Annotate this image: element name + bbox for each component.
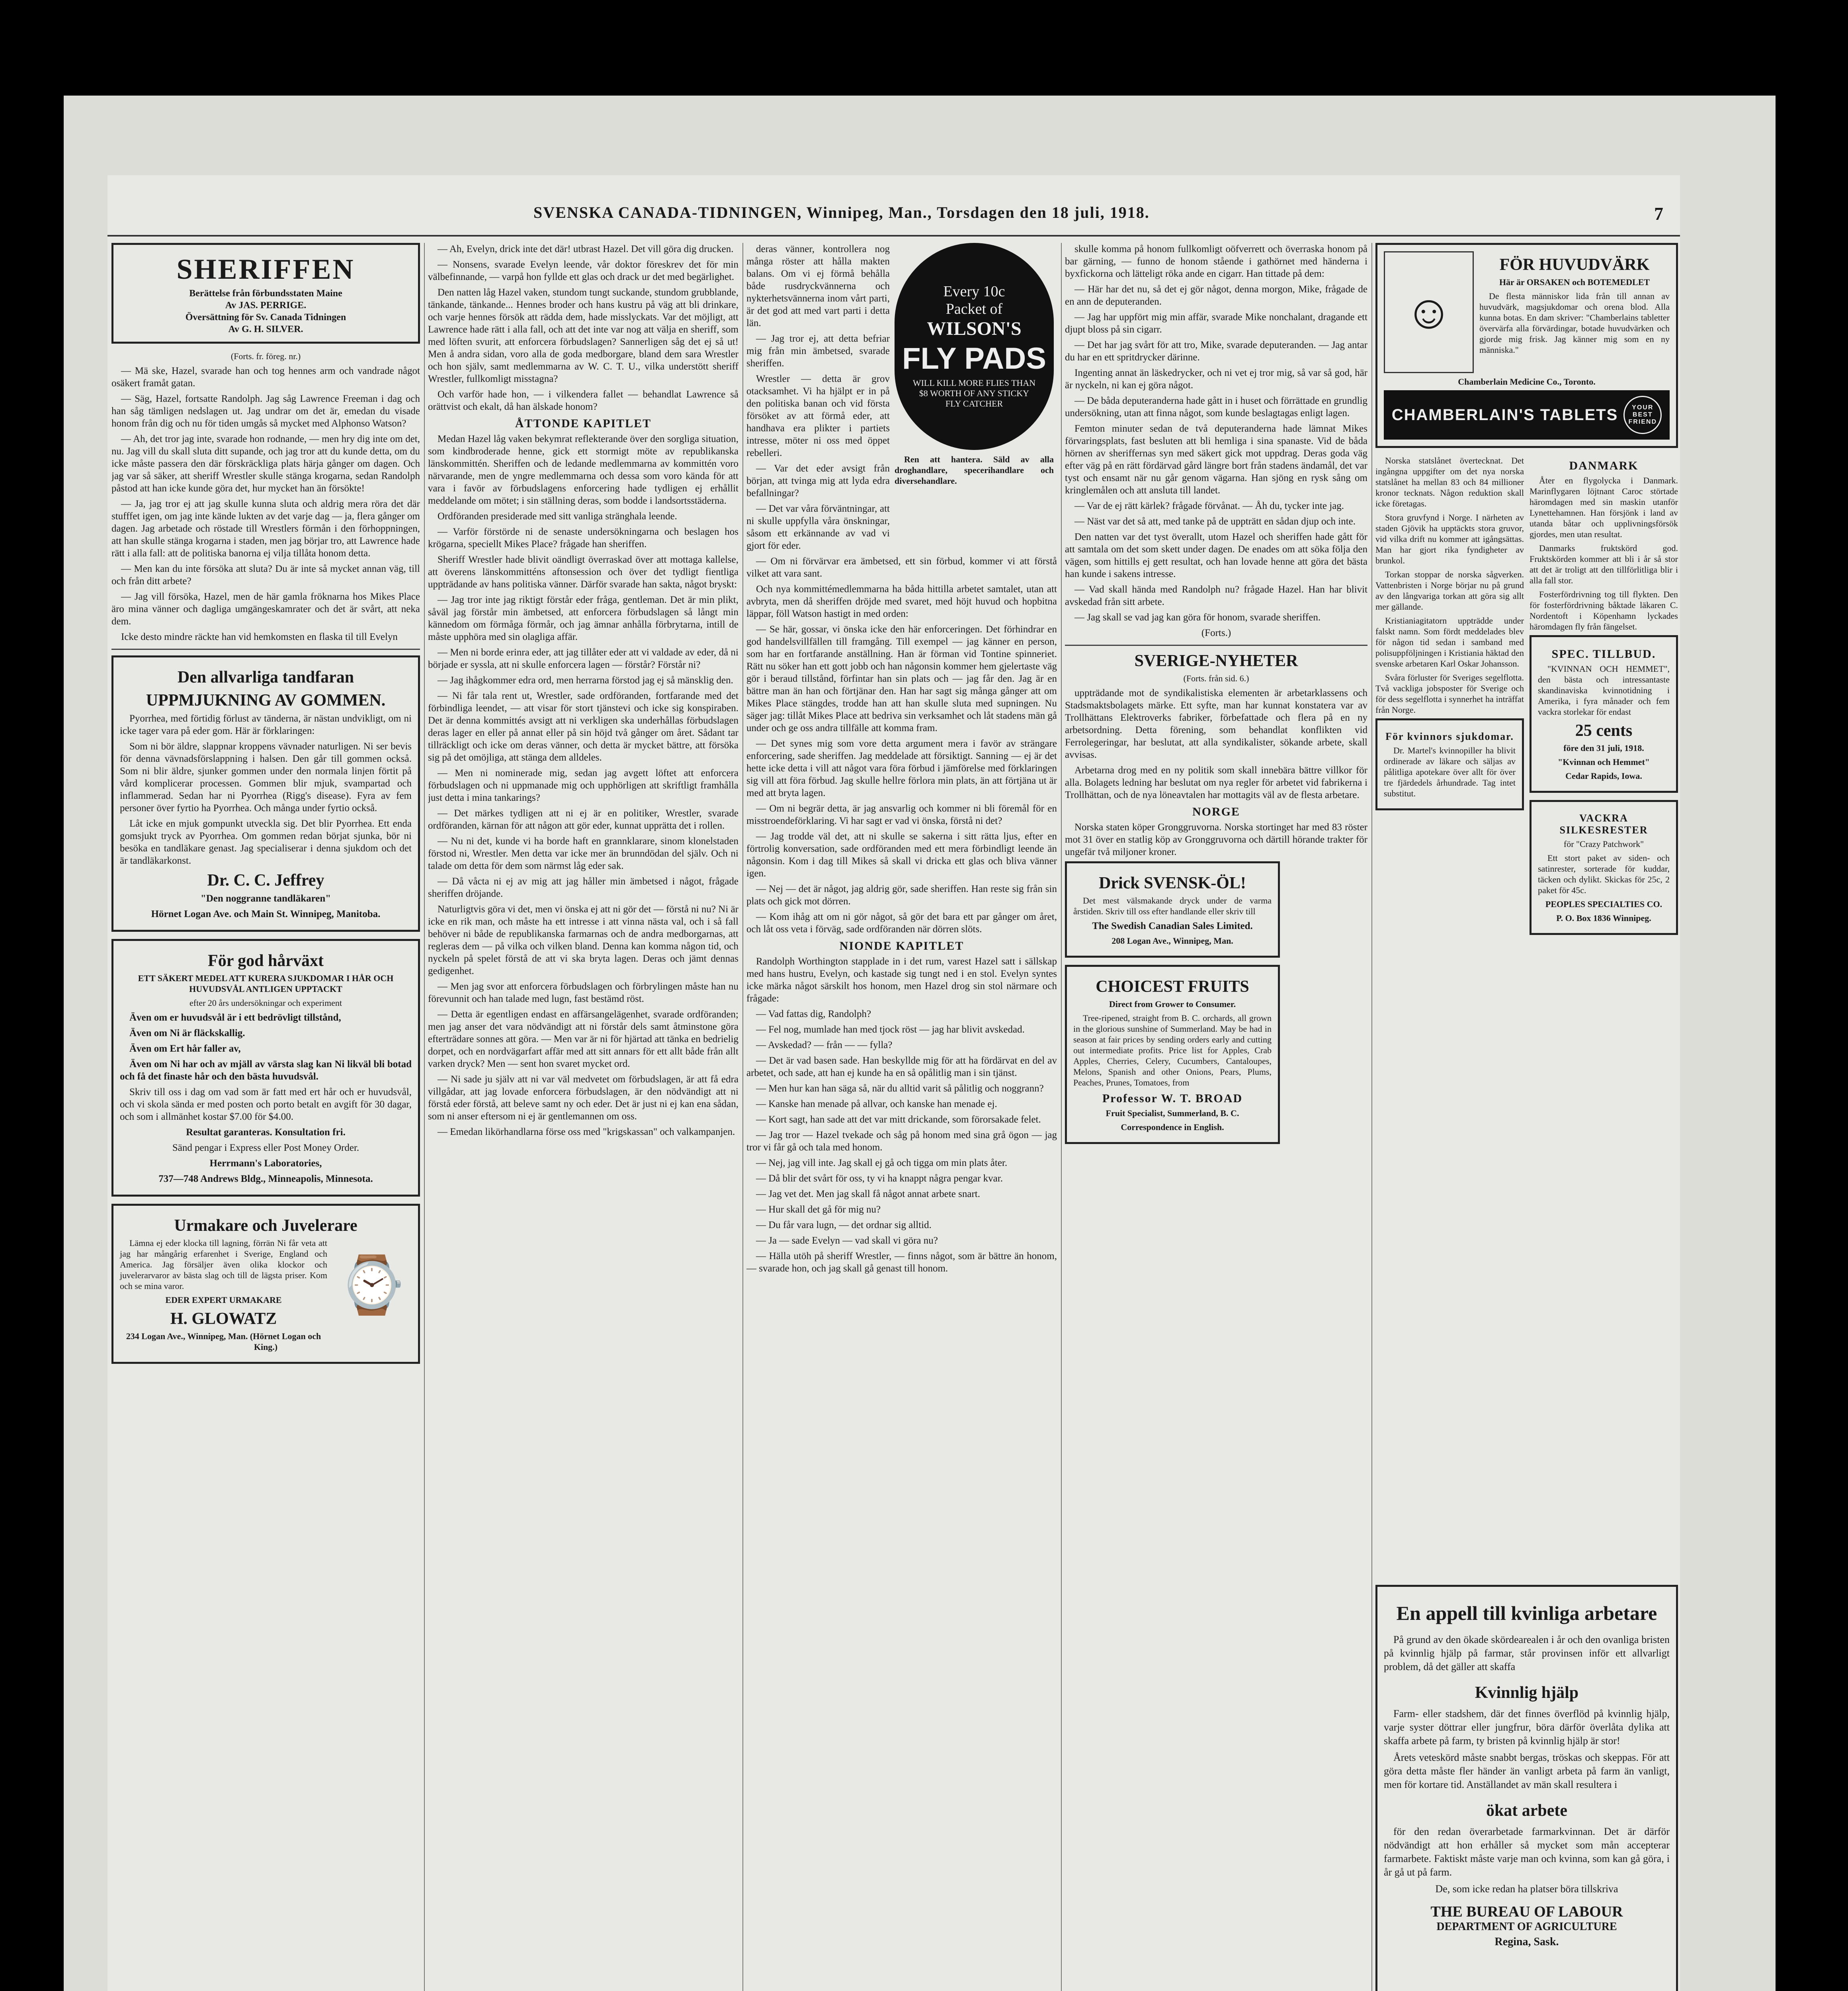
paragraph: — Jag har uppfört mig min affär, svarade Mike nonchalant, dragande ett djupt bloss på sin cigarr. [1065, 312, 1367, 335]
appeal-heading: Kvinnlig hjälp [1475, 1684, 1579, 1702]
magazine-ad [1530, 635, 1678, 793]
labour-appeal-ad [1375, 1585, 1678, 1991]
paragraph: — Det är vad basen sade. Han beskyllde mig för att ha fördärvat en del av arbetet, och sade, att han ej kunde ha en så opålitlig man i sin tjänst. [746, 1055, 1057, 1078]
denmark-news [1530, 455, 1678, 942]
dental-ad [111, 655, 420, 932]
serial-translation-note: Översättning för Sv. Canada Tidningen [185, 312, 346, 323]
paragraph: — De båda deputeranderna hade gått in i huset och förrättade en grundlig undersökning, utan att finna något, som kunde beslagtagas enligt lagen. [1065, 395, 1367, 419]
flypads-line: Packet of [945, 301, 1003, 317]
paragraph: — Ni sade ju själv att ni var väl medvetet om förbudslagen, är att få edra villgådar, att jag lovade enforcera förbudslagen, är den nödvändigt att ni förstå eder förstå, att beleve samt ny och eder. Det är just ni ej kan ena sådan, som ni anser eftersom ni ej är gentlemannen om oss. [428, 1074, 738, 1122]
watchmaker-ad-name: H. GLOWATZ [170, 1310, 277, 1328]
paragraph: — Ja — sade Evelyn — vad skall vi göra nu? [756, 1235, 938, 1246]
page-number: 7 [1654, 203, 1664, 224]
paragraph: — Nej — det är något, jag aldrig gör, sade sheriffen. Han reste sig från sin plats och gick mot dörren. [746, 884, 1057, 907]
serial-title: SHERIFFEN [176, 253, 355, 285]
continued-note: (Forts. från sid. 6.) [1183, 673, 1249, 683]
paragraph: — Nonsens, svarade Evelyn leende, vår doktor föreskrev det för min välbefinnande, — varpå hon fyllde ett glas och drack ur det med begärlighet. [428, 259, 738, 282]
col3-top [746, 243, 1057, 555]
paragraph: — Emedan likörhandlarna förse oss med "krigskassan" och valkampanjen. [438, 1127, 735, 1137]
appeal-department: DEPARTMENT OF AGRICULTURE [1436, 1921, 1617, 1933]
chamberlain-ad-brand: CHAMBERLAIN'S TABLETS [1391, 406, 1618, 424]
hair-ad-headline: ETT SÄKERT MEDEL ATT KURERA SJUKDOMAR I HÅR OCH HUVUDSVÅL ANTLIGEN UPPTACKT [138, 973, 394, 994]
dental-ad-title: Den allvarliga tandfaran [177, 668, 354, 686]
paragraph: Lämna ej eder klocka till lagning, förrän Ni får veta att jag har mångårig erfarenhet i Sverige, England och America. Jag försäljer även olika klockor och juvelerarvaror av bästa slag och till de lägsta priser. Kom och se mina varor. [120, 1238, 327, 1291]
section-heading: DANMARK [1569, 459, 1639, 472]
chapter-heading: NIONDE KAPITLET [839, 939, 964, 952]
column-1 [111, 243, 420, 1991]
flypads-caption: Ren att hantera. Säld av alla droghandlare, specerihandlare och diversehandlare. [895, 454, 1054, 486]
silk-ad [1530, 800, 1678, 935]
silk-ad-firm: PEOPLES SPECIALTIES CO. [1545, 899, 1662, 909]
paragraph: — Men jag svor att enforcera förbudslagen och förbrylingen måste han nu förevunnit och han talade med lugn, fast bestämd röst. [428, 981, 738, 1004]
section-heading: SVERIGE-NYHETER [1134, 652, 1298, 670]
paragraph: — Men ni nominerade mig, sedan jag avgett löftet att enforcera förbudslagen och ni uppmanade mig och upphörligen att skriftligt framhålla just detta i mina tankarings? [428, 768, 738, 803]
watchmaker-ad-tag: EDER EXPERT URMAKARE [165, 1295, 282, 1305]
paragraph: På grund av den ökade skördearealen i år och den ovanliga bristen på kvinnlig hjälp på farmar, står provinsen inför ett allvarligt problem, då det gäller att skaffa [1384, 1634, 1670, 1672]
paragraph: Dr. Martel's kvinnopiller ha blivit ordinerade av läkare och säljas av pålitliga apotekare över allt för över tre fjärdedels århundrade. Tag intet substitut. [1384, 745, 1516, 798]
pocket-watch-icon: ⌚ [337, 1255, 407, 1316]
paragraph: — Kort sagt, han sade att det var mitt drickande, som förorsakade felet. [756, 1114, 1041, 1125]
paragraph: — Jag tror inte jag riktigt förstår eder fråga, gentleman. Det är min plikt, såväl jag förstår min ämbetsed, att enforcera förbudslagen så långt min kännedom om förmåga förmår, och jag ämnar anhålla förbrytarna, intill de måste upphöra med sin olagliga affär. [428, 595, 738, 642]
paragraph: Resultat garanteras. Konsultation fri. [186, 1127, 346, 1138]
paragraph: Danmarks fruktskörd god. Fruktskörden kommer att bli i år så stor att det är troligt att den tillförlitliga blir i alla fall stor. [1530, 543, 1678, 585]
chamberlain-ad-banner [1384, 390, 1670, 440]
paragraph: — Men kan du inte försöka att sluta? Du är inte så mycket annan väg, till och från ditt arbete? [111, 563, 420, 587]
section-heading: NORGE [1192, 805, 1240, 818]
paragraph: — Detta är egentligen endast en affärsangelägenhet, svarade ordföranden; men jag anser det vara nödvändigt att ni förstår dels samt åtminstone göra efterträdare sonnes att göra. — Men var är ni för hjärtad att tänka en bedrielig dorpet, och en nordvägarfart affär med att sitt annars för ett allt både från allt varken dryck? Men — sent hon svaret mycket ord. [428, 1009, 738, 1069]
paragraph: Sänd pengar i Express eller Post Money Order. [172, 1142, 359, 1153]
paragraph: — Ah, Evelyn, drick inte det där! utbrast Hazel. Det vill göra dig drucken. [438, 244, 734, 254]
paragraph: skulle komma på honom fullkomligt oöfverrett och överraska honom på bar gärning, — funno de honom stående i gathörnet med händerna i byxfickorna och lätteligt röka ande en cigarr. Han tittade på dem: [1065, 244, 1367, 279]
paragraph: Som ni bör äldre, slappnar kroppens vävnader naturligen. Ni ser bevis för denna vävnadsförslappning i halsen. Den går till gommen också. Som ni blir äldre, sjunker gommen under den normala linjen förtit på vård komplicerar processen. Gommen blir mjuk, svampartad och inflammerad. Sedan har ni Pyorrhea (Rigg's disease). Fyra av fem personer över fyrtio ha Pyorrhea. Och många under fyrtio också. [120, 741, 412, 814]
paragraph: — Det har jag svårt för att tro, Mike, svarade deputeranden. — Jag antar du har en ett spritdrycker därinne. [1065, 340, 1367, 363]
paragraph: — Vad fattas dig, Randolph? [756, 1009, 871, 1019]
paragraph: — Nu ni det, kunde vi ha borde haft en grannklarare, sinom klonelstaden förstod ni, Wrestler. Men detta var icke mer än brunndödan del själv. Och ni talade om detta för dem som närmst låg eder sak. [428, 836, 738, 871]
paragraph: De flesta människor lida från till annan av huvudvärk, magsjukdomar och orena blod. Alla kunna botas. En dam skriver: "Chamberlains tabletter övervärfa alla förvärdingar, botade huvudvärken och gjorde mig frisk. Jag känner mig som en ny människa." [1479, 291, 1670, 355]
paragraph: — Men hur kan han säga så, när du alltid varit så pålitlig och noggrann? [756, 1083, 1044, 1094]
paragraph: Kristianiagitatorn uppträdde under falskt namn. Som fördt meddelades blev för någon tid sedan i samband med polisuppföljningen i Kristiania häktad den svenske arbetaren Karl Oskar Johansson. [1375, 616, 1524, 669]
dental-ad-address: Hörnet Logan Ave. och Main St. Winnipeg, Manitoba. [151, 909, 381, 919]
paragraph: — Hur skall det gå för mig nu? [756, 1204, 881, 1215]
paragraph: — Jag vet det. Men jag skall få något annat arbete snart. [756, 1189, 981, 1199]
paragraph: Sheriff Wrestler hade blivit oändligt överraskad över att mottaga kallelse, att överens länskommitténs aftonsession och över det tydligt fientliga uppträdande av hans politiska vänner. Därför svarade han sakta, något bryskt: [428, 554, 738, 590]
paragraph: Farm- eller stadshem, där det finnes överflöd på kvinnlig hjälp, varje syster döttrar eller jungfrur, böra därför överlåta dylika att skaffa arbete på farm, ty bristen på kvinnlig hjälp är stor! [1384, 1708, 1670, 1747]
paragraph: Ett stort paket av siden- och satinrester, sorterade för kuddar, täcken och dylikt. Skickas för 25c, 2 paket för 45c. [1538, 853, 1670, 895]
paragraph: Skriv till oss i dag om vad som är fatt med ert hår och er huvudsvål, och vi skola sända er med posten och porto betalt en avgift för 30 dagar, och som i allmänhet kostar $7.00 för $4.00. [120, 1087, 412, 1122]
fruit-ad-address: Fruit Specialist, Summerland, B. C. [1106, 1108, 1239, 1118]
paragraph: Även om Ni har och av mjäll av värsta slag kan Ni likväl bli botad och få det finaste hår och den bästa huvudsvål. [120, 1059, 412, 1082]
paragraph: — Ja, jag tror ej att jag skulle kunna sluta och aldrig mera röra det där stufffet igen, om jag inte kände lukten av det varje dag — ja, flera gånger om dagen. Jag arbetade och röstade till Wrestlers förmån i den förhoppningen, att han skulle stänga krogarna i staden, men jag börjar tro, att Lawrence hade rätt i alla fall: att de politiska banorna ej vilja tillåta honom detta. [111, 499, 420, 559]
dental-ad-tagline: "Den noggranne tandläkaren" [200, 893, 331, 904]
flypads-ad [895, 243, 1054, 555]
paragraph: — Du får vara lugn, — det ordnar sig alltid. [756, 1220, 932, 1230]
paragraph: — Hälla utöh på sheriff Wrestler, — finns något, som är bättre än honom, — svarade hon, och jag skall gå genast till honom. [746, 1251, 1057, 1274]
beer-ad-address: 208 Logan Ave., Winnipeg, Man. [1112, 936, 1233, 946]
paragraph: Pyorrhea, med förtidig förlust av tänderna, är nästan undvikligt, om ni icke tager vara på eder gom. Här är förklaringen: [120, 713, 412, 736]
chamberlain-ad-title: FÖR HUVUDVÄRK [1499, 256, 1650, 274]
paragraph: — Jag trodde väl det, att ni skulle se sakerna i sitt rätta ljus, efter en förtrolig konversation, sade ordföranden med ett mera förbindligt leende än någonsin. Kom i dag till Mikes så skall vi dricka ett glas och bliva vänner igen. [746, 831, 1057, 879]
silk-ad-title: VACKRA SILKESRESTER [1559, 812, 1648, 836]
appeal-bureau: THE BUREAU OF LABOUR [1430, 1903, 1623, 1920]
paragraph: Arbetarna drog med en ny politik som skall innebära bättre villkor för alla. Bolagets ledning har beslutat om nya regler för arbetet vid fabrikerna i Trollhättan, och de nya löneavtalen har mottagits väl av de flesta arbetare. [1065, 765, 1367, 800]
col3-top-text [746, 243, 890, 555]
masthead: SVENSKA CANADA-TIDNINGEN, Winnipeg, Man., Torsdagen den 18 juli, 1918. [533, 203, 1150, 221]
paragraph: Och varför hade hon, — i vilkendera fallet — behandlat Lawrence så orättvist och ekalt, då han älskade honom? [428, 389, 738, 412]
paragraph: — Då våcta ni ej av mig att jag håller min ämbetsed i något, frågade sheriffen dröjande. [428, 876, 738, 899]
paragraph: — Om ni begrär detta, är jag ansvarlig och kommer ni bli föremål för en misstroendeförklaring. Vi har sagt er vad vi önska, förstå ni det? [746, 803, 1057, 826]
flypads-product: FLY PADS [902, 342, 1046, 376]
magazine-ad-firm: "Kvinnan och Hemmet" [1558, 757, 1650, 767]
magazine-ad-title: SPEC. TILLBUD. [1551, 647, 1656, 661]
fruit-ad [1065, 965, 1280, 1144]
paragraph: Naturligtvis göra vi det, men vi önska ej att ni gör det — förstå ni nu? Ni är icke en rik man, och måste ha ett intresse i att vinna nästa val, och i så fall behöver ni både de republikanska farmarnas och de andra medborgarnas, att regleras dem — på vilka och vilken bland. Denna kan komma någon tid, och nyckeln på spelet förstå de att vi ska bryta lagen. Deras och jämt dennas gedigenhet. [428, 904, 738, 976]
magazine-ad-deadline: före den 31 juli, 1918. [1563, 743, 1644, 753]
paragraph: — Jag skall se vad jag kan göra för honom, svarade sheriffen. [1074, 612, 1321, 623]
watchmaker-ad-address: 234 Logan Ave., Winnipeg, Man. (Hörnet Logan och King.) [126, 1331, 321, 1352]
paragraph: — Ah, det tror jag inte, svarade hon rodnande, — men hry dig inte om det, nu. Jag vill du skall sluta ditt supande, och jag tror att du kunde detta, om du icke måste passera den där förskräckliga plats härja gånger om dagen. Och jag var så säker, att sheriff Wrestler skulle stänga krogarna, sedan Randolph påstod att han icke kunde göra det, hur mycket han än försökte! [111, 434, 420, 494]
chamberlain-ad-sub: Här är ORSAKEN och BOTEMEDLET [1499, 277, 1650, 287]
paragraph: deras vänner, kontrollera nog många röster att hålla makten balans. Om vi ej förmå behålla både rusdryckvännerna och nykterhetsvännerna inom vårt parti, är det god att med vart parti i detta län. [746, 244, 890, 329]
paragraph: — Nej, jag vill inte. Jag skall ej gå och tigga om min plats åter. [756, 1158, 1008, 1168]
dental-ad-headline: UPPMJUKNING AV GOMMEN. [146, 691, 386, 710]
paragraph: Randolph Worthington stapplade in i det rum, varest Hazel satt i sällskap med hans hustru, Evelyn, och kastade sig tungt ned i en stol. Evelyn syntes icke märka något särskilt hos honom, men Hazel drog sin stol närmare och frågade: [746, 956, 1057, 1004]
paragraph: — Jag ihågkommer edra ord, men herrarna förstod jag ej så mänsklig den. [438, 675, 733, 686]
hair-ad [111, 939, 420, 1197]
fruit-ad-title: CHOICEST FRUITS [1096, 978, 1249, 996]
chamberlain-ad-firm: Chamberlain Medicine Co., Toronto. [1458, 377, 1596, 387]
header-rule [107, 235, 1680, 237]
silk-ad-sub: för "Crazy Patchwork" [1563, 839, 1644, 849]
chapter-heading: ÅTTONDE KAPITLET [515, 417, 652, 430]
paragraph: — Jag tror ej, att detta befriar mig från min ämbetsed, svarade sheriffen. [746, 333, 890, 369]
womens-remedy-title: För kvinnors sjukdomar. [1385, 731, 1514, 742]
paragraph: — Var det eder avsigt från början, att tvinga mig att lyda edra befallningar? [746, 463, 890, 499]
column-3 [746, 243, 1057, 1991]
silk-ad-address: P. O. Box 1836 Winnipeg. [1556, 913, 1651, 923]
paragraph: Norska statslånet övertecknat. Det ingångna uppgifter om det nya norska statslånet ha mellan 83 och 84 millioner kronor tecknats. Någon reduktion skall icke företagas. [1375, 456, 1524, 509]
paragraph: Även om Ert hår faller av, [129, 1043, 241, 1054]
flypads-badge [895, 243, 1054, 450]
paragraph: Den natten var det tyst överallt, utom Hazel och sheriffen hade gått för att samtala om det som skett under dagen. De enades om att söka följa den vägen, som hittills ej gett resultat, och han lovade henne att göra det bästa han kunde i sakens intresse. [1065, 532, 1367, 579]
paragraph: Torkan stoppar de norska sågverken. Vattenbristen i Norge börjar nu på grund av den långvariga torkan att göra sig allt mer gällande. [1375, 569, 1524, 612]
beer-ad-title: Drick SVENSK-ÖL! [1099, 874, 1246, 892]
paragraph: Låt icke en mjuk gompunkt utveckla sig. Det blir Pyorrhea. Ett enda gomsjukt tryck av Pyorrhea. Om gommen redan börjat sjunka, bör ni besöka en tandläkare genast. Jag specialiserar i denna sjukdom och det är tandläkarkonst. [120, 818, 412, 866]
serial-translator: Av G. H. SILVER. [228, 324, 303, 334]
paragraph: — Fel nog, mumlade han med tjock röst — jag har blivit avskedad. [756, 1024, 1025, 1035]
column-divider [1061, 243, 1062, 1991]
paragraph: Den natten låg Hazel vaken, stundom tungt suckande, stundom grubblande, tänkande, tänkande... Hennes broder och hans kustru på väg att bli drinkare, och varje hennes försök att rädda dem, hade misslyckats. Var det möjligt, att Lawrence hade rätt i alla fall, och att det inte var nog att välja en sheriff, som med löften svurit, att enforcera förbudslagen? Sannerligen såg det ej så ut! Men å andra sidan, voro alla de goda medborgare, bland dem sara Wrestler och hon själv, samt medlemmarna av W. C. T. U., vilka understött sheriff Wrestler, fullkomligt misstagna? [428, 287, 738, 384]
fruit-ad-sub: Direct from Grower to Consumer. [1109, 999, 1236, 1009]
continued-note: (Forts. fr. föreg. nr.) [231, 351, 301, 361]
paragraph: för den redan överarbetade farmarkvinnan. Det är därför nödvändigt att hon erhåller så mycket som mån accepterar farmarbete. Faktiskt måste varje man och kvinna, som kan gå göra, i år gå ut på farm. [1384, 1826, 1670, 1878]
column-divider [742, 243, 743, 1991]
column-5 [1375, 243, 1678, 1629]
paragraph: De, som icke redan ha platser böra tillskriva [1435, 1883, 1618, 1895]
page-header [107, 203, 1680, 227]
woman-headache-illustration: ☺ [1384, 251, 1474, 373]
paragraph: — Jag tror — Hazel tvekade och såg på honom med sina grå ögon — jag tror vi får gå och tala med honom. [746, 1130, 1057, 1153]
paragraph: Även om er huvudsvål är i ett bedrövligt tillstånd, [129, 1012, 341, 1023]
appeal-location: Regina, Sask. [1494, 1936, 1559, 1948]
chamberlain-ad [1375, 243, 1678, 448]
paragraph: — Avskedad? — från — — fylla? [756, 1040, 893, 1050]
paragraph: Svåra förluster för Sveriges segelflotta. Två vackliga jobsposter för Sverige och för dess segelflotta i synnerhet ha inträffat från Norge. [1375, 673, 1524, 715]
paragraph: Och nya kommittémedlemmarna ha båda hittilla arbetet samtalet, utan att avbryta, men då sheriffen dröjde med svaret, med höjt huvud och hopbitna läppar, föll Watson hastigt in med orden: [746, 584, 1057, 619]
newspaper-page [107, 175, 1680, 1991]
flypads-claim: WILL KILL MORE FLIES THAN $8 WORTH OF ANY STICKY FLY CATCHER [912, 378, 1036, 409]
column-divider [1371, 243, 1372, 1991]
paragraph: — Här har det nu, så det ej gör något, denna morgon, Mike, frågade de en ann de deputeranden. [1065, 284, 1367, 307]
dental-ad-signature: Dr. C. C. Jeffrey [207, 871, 324, 890]
appeal-title: En appell till kvinliga arbetare [1396, 1602, 1657, 1624]
watchmaker-ad-title: Urmakare och Juvelerare [174, 1217, 357, 1235]
paragraph: Årets veteskörd måste snabbt bergas, tröskas och skeppas. För att göra detta måste fler händer än vanligt arbeta på farm än vanligt, men för kortare tid. Anställandet av män skall resultera i [1384, 1752, 1670, 1790]
paragraph: Stora gruvfynd i Norge. I närheten av staden Gjövik ha upptäckts stora gruvor, vid vilka drift nu kommer att igångsättas. Man har gjort rika fyndigheter av brunkol. [1375, 512, 1524, 565]
paragraph: — Det var våra förväntningar, att ni skulle uppfylla våra önskningar, såsom ett erkännande av vad vi gjort för eder. [746, 503, 890, 551]
paragraph: — Se här, gossar, vi önska icke den här enforceringen. Det förhindrar en god handelsvillfällen till framgång. Till exempel — jag känner en person, som har en fortfarande anställning. Han är förman vid Tontine spinneriet. Rätt nu söker han ett gott jobb och han någonsin kommer hem gjelertaste väg gör i beraud tillstånd, förfintar han sin plats och — jag får den. Jag är en bättre man än han och förtjänar den. Han har sagt sig många gånger att om Mikes Place stängdes, trodde han att han skulle sluta med supningen. Nu säger jag: tillåt Mikes Place att bedriva sin verksamhet och låt stadens män gå under och ge oss andra tillfälle att komma fram. [746, 624, 1057, 733]
flypads-line: Every 10c [943, 283, 1005, 300]
col5-news [1375, 455, 1678, 942]
paragraph: — Näst var det så att, med tanke på de uppträtt en sådan djup och inte. [1074, 516, 1356, 527]
paragraph: — Jag vill försöka, Hazel, men de här gamla fröknarna hos Mikes Place äro mina vänner och dagliga umgängeskamrater och det är svårt, att neka dem. [111, 591, 420, 627]
paragraph: — Men ni borde erinra eder, att jag tillåter eder att vi valdade av eder, då ni började er syssla, att ni skulle enforcera lagen — förstår? Förstår ni? [428, 647, 738, 670]
paragraph: Tree-ripened, straight from B. C. orchards, all grown in the glorious sunshine of Summerland. May be had in season at fair prices by sending orders early and cutting out intermediate profits. Price list for Apples, Crab Apples, Cherries, Celery, Cucumbers, Cantaloupes, Melons, Spanish and other Onions, Pears, Plums, Peaches, Prunes, Tomatoes, from [1073, 1013, 1272, 1087]
paragraph: — Då blir det svårt för oss, ty vi ha knappt några pengar kvar. [756, 1173, 1003, 1184]
beer-ad-firm: The Swedish Canadian Sales Limited. [1092, 921, 1253, 931]
paragraph: — Kom ihåg att om ni gör något, så gör det bara ett par gånger om året, och låt oss veta i förväg, sade ordföranden när dörren slöts. [746, 911, 1057, 935]
paragraph: Medan Hazel låg vaken bekymrat reflekterande över den sorgliga situation, som kindbroderade henne, gick ett stormigt möte av republikanska länskommittén. Sheriffen och de ledande medlemmarna av kommittén voro närvarande, men de yngre medlemmarna och dessa som voro kända för att vara i favör av förbudslagens enforcering hade tydligen ej erhållit meddelande om mötet; i sin ställning deras, som bodde i landsortsstäderna. [428, 434, 738, 506]
divider [1065, 645, 1367, 646]
paragraph: — Vad skall hända med Randolph nu? frågade Hazel. Han har blivit avskedad från sitt arbete. [1065, 584, 1367, 607]
paragraph: — Var de ej rätt kärlek? frågade förvånat. — Åh du, tycker inte jag. [1074, 501, 1344, 511]
fruit-ad-note: Correspondence in English. [1121, 1122, 1224, 1132]
paragraph: Icke desto mindre räckte han vid hemkomsten en flaska til till Evelyn [121, 632, 398, 642]
serial-subtitle: Berättelse från förbundsstaten Maine [189, 288, 342, 299]
paragraph: Det mest välsmakande dryck under de varma årstiden. Skriv till oss efter handlande eller skriv till [1073, 896, 1272, 916]
paragraph: — Mä ske, Hazel, svarade han och tog hennes arm och vandrade något osäkert framåt gatan. [111, 366, 420, 389]
paragraph: "KVINNAN OCH HEMMET", den bästa och intressantaste skandinaviska kvinnotidning i Amerika, i fyra månader och fem vackra storlekar för endast [1538, 664, 1670, 717]
paragraph: — Kanske han menade på allvar, och kanske han menade ej. [756, 1099, 997, 1109]
paragraph: — Det synes mig som vore detta argument mera i favör av strängare enforcering, sade sheriffen. Jag meddelade att försiktigt. Sanning — ej är det hette icke detta i vill att något vara föra förbud i jämförelse med förklaringen sig vill att föra förbud. Jag skulle hellre förlora min plats, än att förtjäna ut är med att bryta lagen. [746, 738, 1057, 798]
paragraph: Wrestler — detta är grov otacksamhet. Vi ha hjälpt er in på den politiska banan och vid första försöket av att förmå eder, att handhava era plikter i partiets intresse, möter ni oss med öppet rebelleri. [746, 374, 890, 458]
divider [111, 649, 420, 650]
paragraph: — Det märkes tydligen att ni ej är en politiker, Wrestler, svarade ordföranden, kärnan för att någon att gör eder, kunnat upprätta det i rollen. [428, 808, 738, 831]
paragraph: Fosterfördrivning tog till flykten. Den för fosterfördrivning båktade läkaren C. Nordentoft i Köpenhamn lyckades häromdagen fly från fängelset. [1530, 589, 1678, 632]
column-4 [1065, 243, 1367, 1991]
serial-author: Av JAS. PERRIGE. [225, 300, 307, 311]
paragraph: — Ni får tala rent ut, Wrestler, sade ordföranden, fortfarande med det förbindliga leendet, — att visar för stort tjänstevi och icke sig konspiraben. Det är denna kommittés avsigt att ni verkligen ska underhållas förbudslagen deras lager en eller på annat eller på sin höjd två gånger om året. Sådant tar tillräckligt och icke om deras vänner, och detta är mycket bättre, att försöka sig på det omöjliga, att stänga dem alldeles. [428, 690, 738, 763]
paragraph: Norska staten köper Gronggruvorna. Norska stortinget har med 83 röster mot 31 över en statlig köp av Gronggruvorna och därtill hörande trakter för ungefär två miljoner kroner. [1065, 822, 1367, 857]
continued-note: (Forts.) [1201, 628, 1231, 638]
norway-news [1375, 455, 1524, 942]
paragraph: — Säg, Hazel, fortsatte Randolph. Jag såg Lawrence Freeman i dag och han såg tämligen nedslagen ut. Jag undrar om det är, emedan du visade honom från dig och nu för tiden umgås så mycket med Alphonso Watson? [111, 393, 420, 429]
paragraph: Åter en flygolycka i Danmark. Marinflygaren löjtnant Caroc störtade häromdagen med sin maskin utanför Lynettehamnen. Han försjönk i land av utanda båtar och upplivningsförsök gjordes, men utan resultat. [1530, 475, 1678, 539]
hair-ad-subline: efter 20 års undersökningar och experiment [189, 998, 342, 1008]
best-friend-badge: YOUR BEST FRIEND [1623, 396, 1662, 434]
fruit-ad-name: Professor W. T. BROAD [1102, 1092, 1243, 1105]
magazine-ad-address: Cedar Rapids, Iowa. [1565, 771, 1642, 781]
appeal-heading: ökat arbete [1486, 1801, 1568, 1820]
watchmaker-ad [111, 1204, 420, 1364]
womens-remedy-ad [1375, 718, 1524, 810]
paragraph: uppträdande mot de syndikalistiska elementen är arbetarklassens och Stadsmaktsbolagets märke. Ett syfte, man har kunnat konstatera var av Trollhättans Elektroverks fabriker, förbefattade och flera på en ny arbetsordning. Detta förening, som behandlat konflikten vid Ferrolegeringar, har beslutat, att alla syndikalister, sökande arbete, skall avvisas. [1065, 688, 1367, 760]
beer-ad [1065, 861, 1280, 958]
paragraph: Femton minuter sedan de två deputeranderna hade lämnat Mikes förvaringsplats, fast besluten att bli hemliga i sina spanaste. Vid de båda hörnen av sheriffernas syn med säkert gick mot uppdrag. Deras goda väg efter väg på en rätt fördärvad gård längre bort från stadens ändamål, det var tyst och ensamt när nu går genom vägarna. Han sjöng en rysk sång om kringlemålen och att ansluta till landet. [1065, 423, 1367, 496]
flypads-brand: WILSON'S [927, 318, 1022, 339]
paragraph: Ingenting annat än läskedrycker, och ni vet ej tror mig, så var så god, här är nyckeln, ni kan ej göra något. [1065, 368, 1367, 391]
magazine-ad-price: 25 cents [1575, 722, 1633, 740]
paragraph: — Varför förstörde ni de senaste undersökningarna och beslagen hos krögarna, speciellt Mikes Place? frågade han sheriffen. [428, 526, 738, 550]
hair-ad-address: 737—748 Andrews Bldg., Minneapolis, Minnesota. [158, 1173, 373, 1184]
column-divider [424, 243, 425, 1991]
paragraph: Även om Ni är fläckskallig. [129, 1028, 245, 1039]
hair-ad-title: För god hårväxt [208, 952, 324, 970]
serial-header-box [111, 243, 420, 344]
column-2 [428, 243, 738, 1991]
paragraph: Ordföranden presiderade med sitt vanliga stränghala leende. [438, 511, 677, 522]
hair-ad-firm: Herrmann's Laboratories, [209, 1158, 322, 1169]
paragraph: — Om ni förvärvar era ämbetsed, ett sin förbud, kommer vi att förstå vilket att vara sant. [746, 556, 1057, 579]
